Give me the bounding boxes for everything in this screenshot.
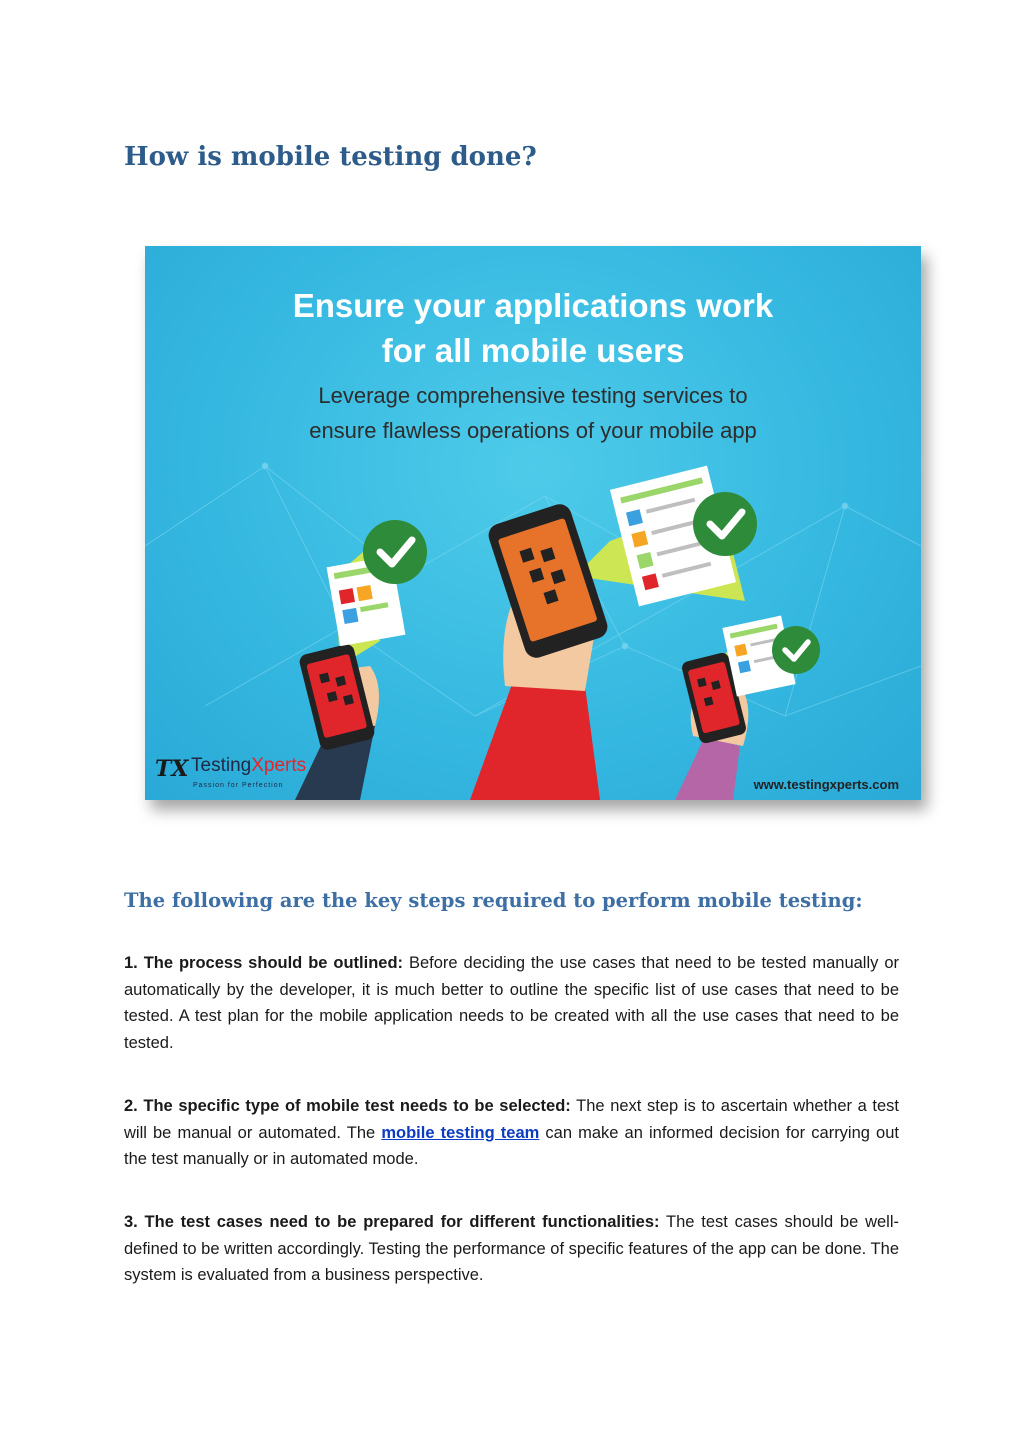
banner-subtext-line2: ensure flawless operations of your mobile app xyxy=(309,418,757,443)
step-3-paragraph xyxy=(124,1209,899,1289)
logo-tagline: Passion for Perfection xyxy=(193,782,284,789)
banner xyxy=(145,246,921,800)
banner-url: www.testingxperts.com xyxy=(753,777,899,792)
step-2-heading: 2. The specific type of mobile test needs to be selected: xyxy=(124,1097,571,1115)
right-phone-group xyxy=(675,616,820,800)
step-2-paragraph xyxy=(124,1093,899,1173)
testingxperts-logo-text: TestingXperts xyxy=(191,755,307,776)
banner-headline-line1: Ensure your applications work xyxy=(292,287,774,324)
mobile-testing-team-link[interactable]: mobile testing team xyxy=(381,1123,540,1142)
banner-subtext-line1: Leverage comprehensive testing services to xyxy=(318,383,748,408)
testingxperts-logo-icon: TX xyxy=(155,756,189,782)
step-1-text: Before deciding the use cases that need to be tested manually or automatically by the developer, it is much better to outline the specific list of use cases that need to be tested. A test plan for the mobile application needs to be created with all the use cases that need to be tested. xyxy=(124,954,899,1052)
step-1-heading: 1. The process should be outlined: xyxy=(124,954,404,972)
left-phone-group xyxy=(295,520,427,800)
step-2-text-after: can make an informed decision for carrying out the test manually or in automated mode. xyxy=(124,1123,899,1169)
step-3-heading: 3. The test cases need to be prepared for different functionalities: xyxy=(124,1213,660,1231)
banner-headline-line2: for all mobile users xyxy=(381,332,685,369)
banner-image xyxy=(145,246,921,800)
section-subtitle: The following are the key steps required to perform mobile testing: xyxy=(124,889,863,912)
step-3-text: The test cases should be well-defined to be written accordingly. Testing the performance of specific features of the app can be done. The system is evaluated from a business perspective. xyxy=(124,1213,899,1285)
step-2-text-before: The next step is to ascertain whether a test will be manual or automated. The xyxy=(124,1097,899,1142)
step-1-paragraph xyxy=(124,950,899,1056)
page-title: How is mobile testing done? xyxy=(124,142,537,172)
